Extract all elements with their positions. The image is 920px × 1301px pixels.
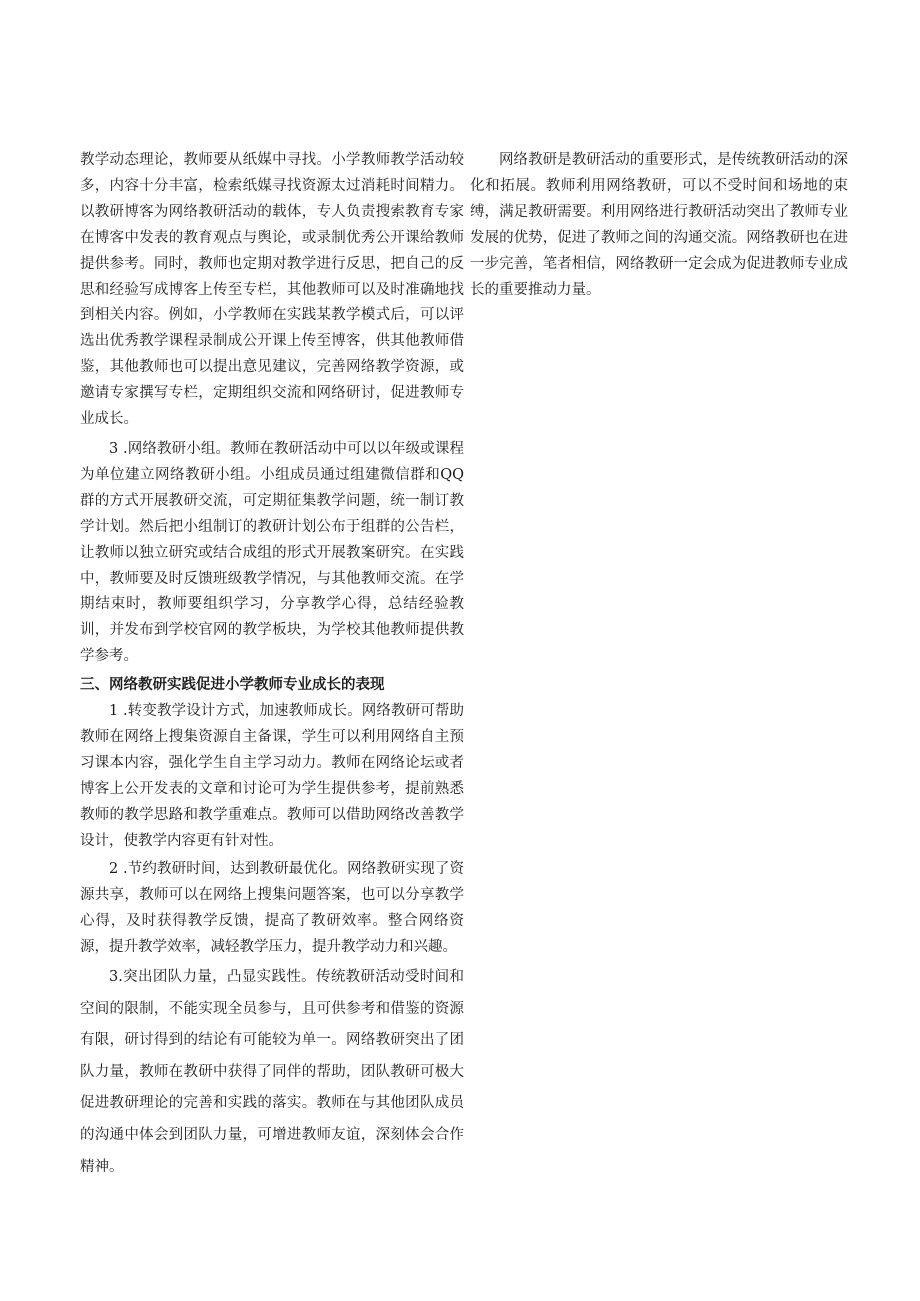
paragraph-blog-resources: 教学动态理论，教师要从纸媒中寻找。小学教师教学活动较多，内容十分丰富，检索纸媒寻找资源太过消耗时间精力。以教研博客为网络教研活动的载体，专人负责搜索教育专家在博客中发表的教育观点与舆论，或录制优秀公开课给教师提供参考。同时，教师也定期对教学进行反思，把自己的反思和经验写成博客上传至专栏，其他教师可以及时准确地找到相关内容。例如，小学教师在实践某教学模式后，可以评选出优秀教学课程录制成公开课上传至博客，供其他教师借鉴，其他教师也可以提出意见建议，完善网络教学资源，或邀请专家撰写专栏，定期组织交流和网络研讨，促进教师专业成长。 [80,152,464,428]
section-heading-3: 三、网络教研实践促进小学教师专业成长的表现 [80,676,385,694]
right-column [470,148,848,303]
paragraph-research-group: 3 .网络教研小组。教师在教研活动中可以以年级或课程为单位建立网络教研小组。小组成员通过组建微信群和QQ群的方式开展教研交流，可定期征集教学问题，统一制订教学计划。然后把小组制订的教研计划公布于组群的公告栏，让教师以独立研究或结合成组的形式开展教案研究。在实践中，教师要及时反馈班级教学情况，与其他教师交流。在学期结束时，教师要组织学习，分享教学心得，总结经验教训，并发布到学校官网的教学板块，为学校其他教师提供教学参考。 [80,440,464,665]
paragraph-teaching-design: 1 .转变教学设计方式，加速教师成长。网络教研可帮助教师在网络上搜集资源自主备课，学生可以利用网络自主预习课本内容，强化学生自主学习动力。教师在网络论坛或者博客上公开发表的文章和讨论可为学生提供参考，提前熟悉教师的教学思路和教学重难点。教师可以借助网络改善教学设计，使教学内容更有针对性。 [80,703,464,849]
paragraph-team-power: 3.突出团队力量，凸显实践性。传统教研活动受时间和空间的限制，不能实现全员参与，且可供参考和借鉴的资源有限，研讨得到的结论有可能较为单一。网络教研突出了团队力量，教师在教研中获得了同伴的帮助，团队教研可极大促进教研理论的完善和实践的落实。教师在与其他团队成员的沟通中体会到团队力量，可增进教师友谊，深刻体会合作精神。 [80,969,464,1175]
paragraph-save-time: 2 .节约教研时间，达到教研最优化。网络教研实现了资源共享，教师可以在网络上搜集问题答案，也可以分享教学心得，及时获得教学反馈，提高了教研效率。整合网络资源，提升教学效率，减轻教学压力，提升教学动力和兴趣。 [80,861,464,956]
left-column [80,148,464,1183]
paragraph-conclusion: 网络教研是教研活动的重要形式，是传统教研活动的深化和拓展。教师利用网络教研，可以不受时间和场地的束缚，满足教研需要。利用网络进行教研活动突出了教师专业发展的优势，促进了教师之间的沟通交流。网络教研也在进一步完善，笔者相信，网络教研一定会成为促进教师专业成长的重要推动力量。 [470,152,848,298]
